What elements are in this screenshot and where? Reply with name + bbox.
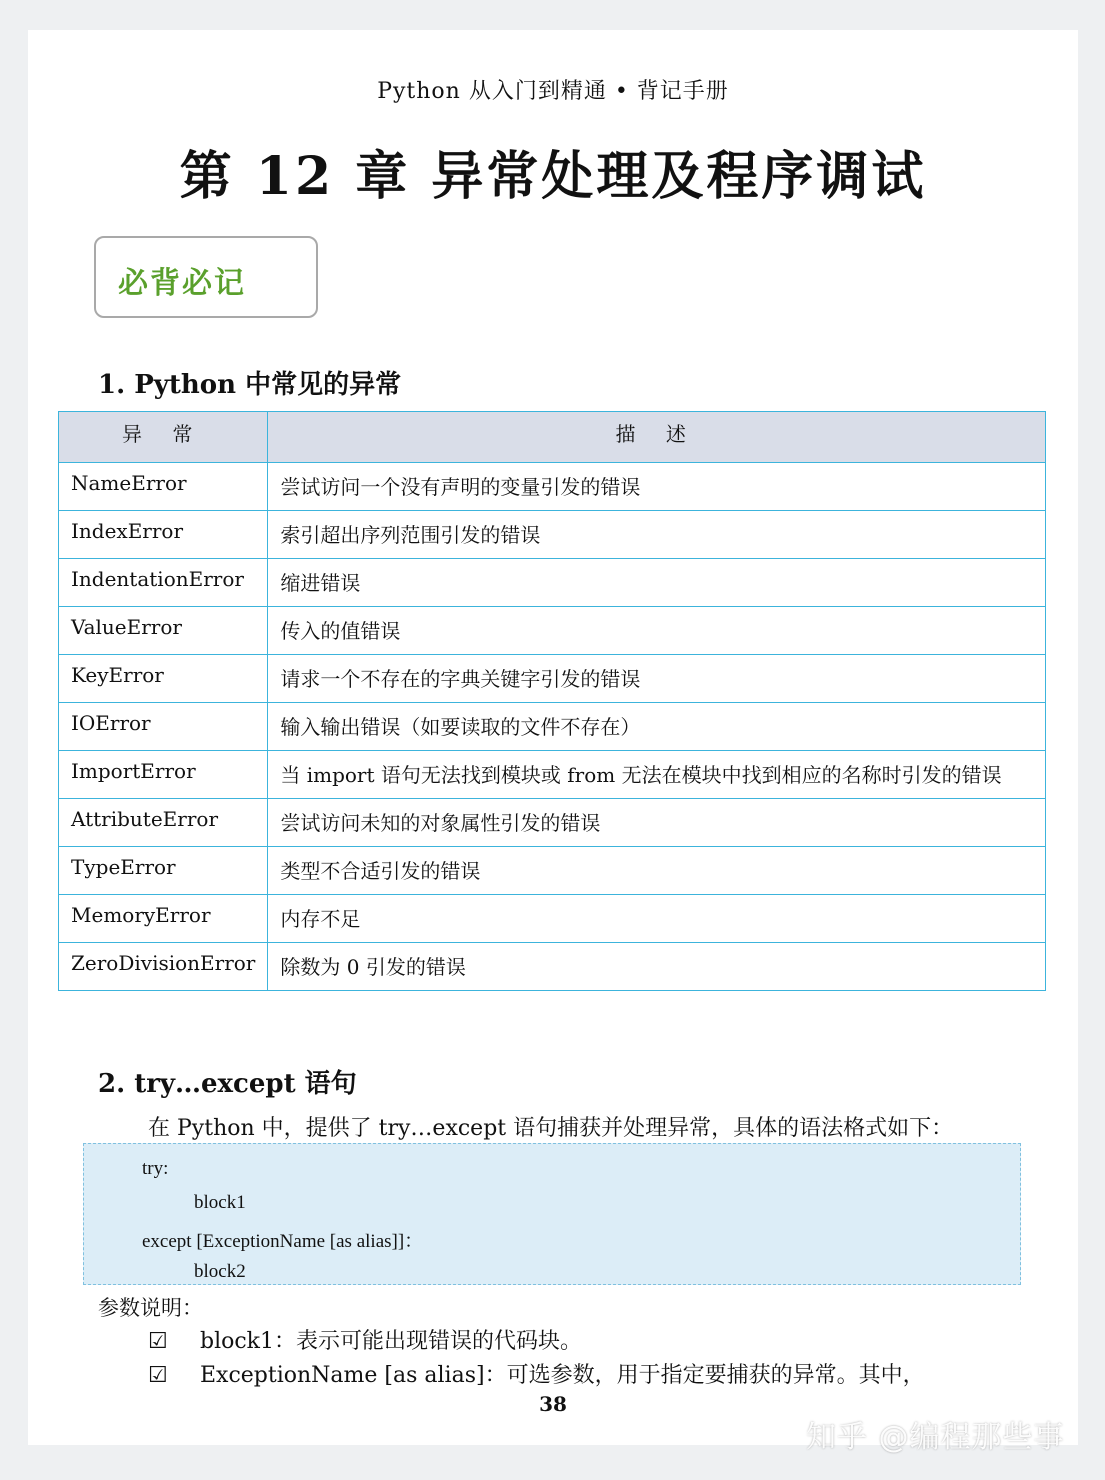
table-row <box>59 799 1046 847</box>
exception-name-cell: NameError <box>59 463 268 511</box>
exception-description-cell: 索引超出序列范围引发的错误 <box>268 511 1046 559</box>
section-1-title: 1. Python 中常见的异常 <box>98 370 402 400</box>
exception-description-cell: 除数为 0 引发的错误 <box>268 943 1046 991</box>
exception-description-cell: 传入的值错误 <box>268 607 1046 655</box>
exception-description-cell: 输入输出错误（如要读取的文件不存在） <box>268 703 1046 751</box>
exception-description-cell: 内存不足 <box>268 895 1046 943</box>
code-line: except [ExceptionName [as alias]]： <box>142 1231 424 1252</box>
exception-name-cell: KeyError <box>59 655 268 703</box>
exception-description-cell: 尝试访问未知的对象属性引发的错误 <box>268 799 1046 847</box>
exception-table <box>58 411 1046 991</box>
table-row <box>59 895 1046 943</box>
exception-description-cell: 请求一个不存在的字典关键字引发的错误 <box>268 655 1046 703</box>
running-head: Python 从入门到精通 • 背记手册 <box>377 79 729 104</box>
watermark: 知乎 @编程那些事 <box>806 1420 1065 1455</box>
table-row <box>59 703 1046 751</box>
exception-name-cell: MemoryError <box>59 895 268 943</box>
exception-name-cell: ZeroDivisionError <box>59 943 268 991</box>
chapter-title: 第 12 章 异常处理及程序调试 <box>179 146 927 207</box>
exception-description-cell: 尝试访问一个没有声明的变量引发的错误 <box>268 463 1046 511</box>
code-line: block1 <box>194 1192 246 1213</box>
callout-box <box>94 236 318 318</box>
exception-name-cell: ImportError <box>59 751 268 799</box>
checkbox-icon: ☑ <box>148 1329 168 1354</box>
exception-name-cell: ValueError <box>59 607 268 655</box>
bullet-text: ExceptionName [as alias]：可选参数，用于指定要捕获的异常。其中， <box>200 1363 925 1388</box>
page-number: 38 <box>539 1392 567 1416</box>
document-page <box>28 30 1078 1445</box>
code-line: block2 <box>194 1261 246 1282</box>
code-line: try: <box>142 1158 169 1179</box>
exception-description-cell: 缩进错误 <box>268 559 1046 607</box>
table-row <box>59 751 1046 799</box>
exception-name-cell: IndentationError <box>59 559 268 607</box>
exception-name-cell: AttributeError <box>59 799 268 847</box>
exception-name-cell: IOError <box>59 703 268 751</box>
exception-name-cell: TypeError <box>59 847 268 895</box>
table-row <box>59 943 1046 991</box>
table-row <box>59 847 1046 895</box>
checkbox-icon: ☑ <box>148 1363 168 1388</box>
section-2-intro: 在 Python 中，提供了 try…except 语句捕获并处理异常，具体的语法格式如下： <box>148 1116 954 1141</box>
table-row <box>59 655 1046 703</box>
callout-label: 必背必记 <box>118 266 246 301</box>
table-row <box>59 463 1046 511</box>
bullet-text: block1：表示可能出现错误的代码块。 <box>200 1329 583 1354</box>
section-2-title: 2. try…except 语句 <box>98 1069 357 1099</box>
exception-name-cell: IndexError <box>59 511 268 559</box>
table-header-row <box>59 412 1046 463</box>
header-cell-description: 描 述 <box>268 412 1046 463</box>
bullet-item <box>148 1324 582 1355</box>
exception-description-cell: 类型不合适引发的错误 <box>268 847 1046 895</box>
code-block <box>83 1143 1021 1285</box>
header-cell-exception: 异 常 <box>59 412 268 463</box>
table-row <box>59 607 1046 655</box>
table-row <box>59 511 1046 559</box>
table-row <box>59 559 1046 607</box>
param-title: 参数说明： <box>98 1296 203 1320</box>
exception-description-cell: 当 import 语句无法找到模块或 from 无法在模块中找到相应的名称时引发的错误 <box>268 751 1046 799</box>
bullet-item <box>148 1358 925 1389</box>
